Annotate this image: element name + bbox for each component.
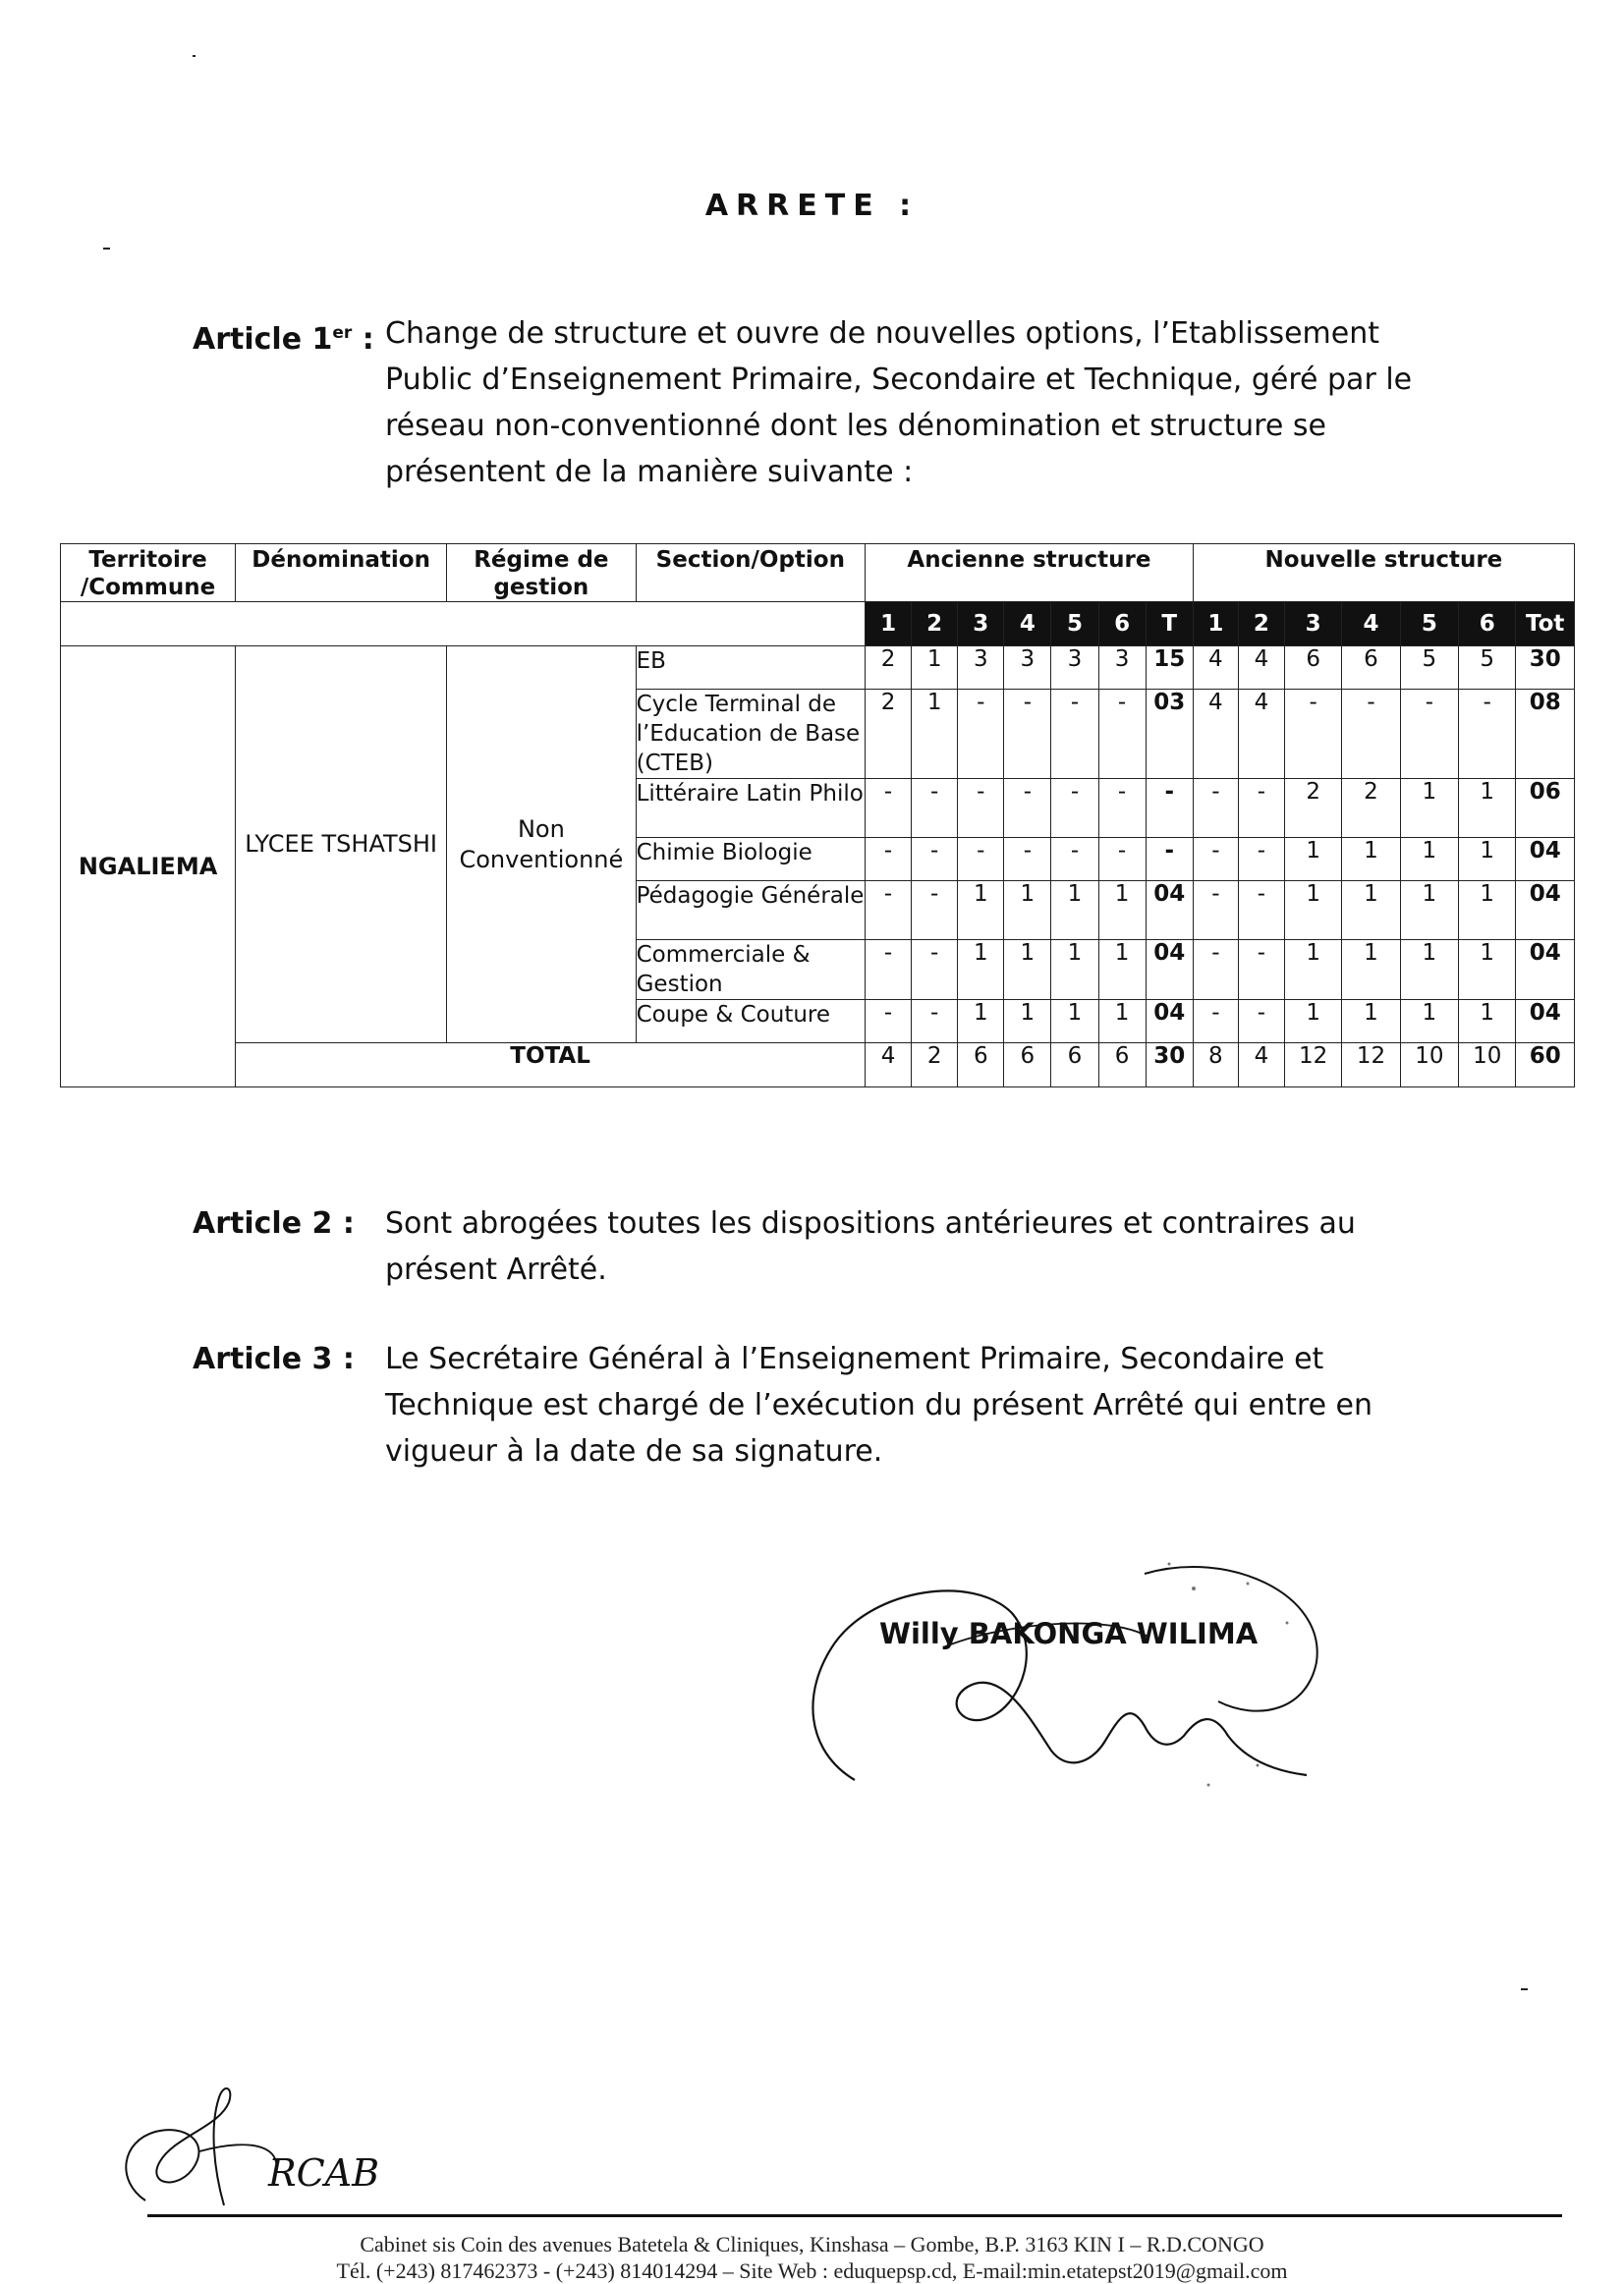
svg-text:RCAB: RCAB (268, 2151, 380, 2195)
nouvelle-value-cell: 30 (1516, 646, 1575, 690)
article-1 (193, 310, 1430, 495)
ancienne-value-cell: 3 (1004, 646, 1051, 690)
ancienne-value-cell: 2 (866, 690, 912, 779)
nouvelle-value-cell: - (1193, 838, 1238, 881)
article-2-label: Article 2 : (193, 1206, 355, 1241)
ancienne-value-cell: - (958, 690, 1004, 779)
ancienne-value-cell: 1 (1004, 1000, 1051, 1043)
ancienne-value-cell: - (866, 779, 912, 838)
nouvelle-value-cell: - (1238, 779, 1284, 838)
header-denomination: Dénomination (236, 544, 447, 602)
nouvelle-value-cell: 08 (1516, 690, 1575, 779)
ancienne-value-cell: 1 (958, 881, 1004, 940)
denomination-cell: LYCEE TSHATSHI (236, 646, 447, 1043)
nouvelle-value-cell: - (1193, 1000, 1238, 1043)
article-1-text: Change de structure et ouvre de nouvelles options, l’Etablissement Public d’Enseignement Primaire, Secondaire et Technique, géré par le réseau non-conventionné dont les dénomination et structure se présentent de la manière suivante : (385, 316, 1413, 489)
nouvelle-value-cell: - (1238, 1000, 1284, 1043)
ancienne-value-cell: 1 (912, 690, 958, 779)
ancienne-value-cell: - (912, 940, 958, 1000)
ancienne-value-cell: - (1146, 838, 1193, 881)
total-ancienne-cell: 6 (1004, 1043, 1051, 1087)
ancienne-value-cell: - (866, 940, 912, 1000)
ancienne-value-cell: - (912, 779, 958, 838)
ancienne-value-cell: - (912, 838, 958, 881)
footer-rule (147, 2214, 1562, 2217)
nouvelle-value-cell: 06 (1516, 779, 1575, 838)
ancienne-value-cell: - (1004, 690, 1051, 779)
ancienne-value-cell: - (866, 881, 912, 940)
regime-cell: Non Conventionné (447, 646, 636, 1043)
section-option-cell: Chimie Biologie (636, 838, 865, 881)
nouvelle-value-cell: 1 (1400, 1000, 1458, 1043)
nouvelle-value-cell: - (1238, 881, 1284, 940)
nouvelle-value-cell: 4 (1238, 646, 1284, 690)
footer-address: Cabinet sis Coin des avenues Batetela & Cliniques, Kinshasa – Gombe, B.P. 3163 KIN I – R.D.CONGO (360, 2232, 1264, 2256)
ancienne-value-cell: - (912, 1000, 958, 1043)
total-ancienne-cell: 6 (958, 1043, 1004, 1087)
nouvelle-col-4: 4 (1342, 602, 1400, 646)
nouvelle-col-5: 5 (1400, 602, 1458, 646)
nouvelle-value-cell: 1 (1284, 940, 1341, 1000)
header-territoire: Territoire /Commune (61, 544, 236, 602)
ancienne-value-cell: 04 (1146, 940, 1193, 1000)
section-option-cell: Cycle Terminal de l’Education de Base (CTEB) (636, 690, 865, 779)
nouvelle-value-cell: - (1400, 690, 1458, 779)
nouvelle-value-cell: 4 (1238, 690, 1284, 779)
ancienne-value-cell: - (1098, 690, 1146, 779)
nouvelle-value-cell: 1 (1400, 940, 1458, 1000)
nouvelle-value-cell: 1 (1459, 940, 1516, 1000)
ancienne-value-cell: 1 (1004, 940, 1051, 1000)
ancienne-value-cell: 15 (1146, 646, 1193, 690)
ancienne-value-cell: - (1051, 690, 1098, 779)
nouvelle-value-cell: - (1193, 881, 1238, 940)
table-row (61, 646, 1575, 690)
nouvelle-value-cell: 1 (1342, 940, 1400, 1000)
header-regime: Régime de gestion (447, 544, 636, 602)
article-2 (193, 1200, 1430, 1293)
section-option-cell: Littéraire Latin Philo (636, 779, 865, 838)
nouvelle-value-cell: 1 (1342, 1000, 1400, 1043)
nouvelle-value-cell: 6 (1284, 646, 1341, 690)
ancienne-value-cell: - (958, 838, 1004, 881)
nouvelle-value-cell: 1 (1342, 881, 1400, 940)
nouvelle-value-cell: 1 (1284, 1000, 1341, 1043)
header-ancienne-structure: Ancienne structure (866, 544, 1194, 602)
ancienne-value-cell: 2 (866, 646, 912, 690)
ancienne-col-1: 1 (866, 602, 912, 646)
article-1-label: Article 1er : (193, 322, 374, 357)
nouvelle-col-1: 1 (1193, 602, 1238, 646)
article-3 (193, 1336, 1430, 1475)
nouvelle-value-cell: 1 (1400, 779, 1458, 838)
territoire-cell: NGALIEMA (61, 646, 236, 1087)
nouvelle-value-cell: 04 (1516, 881, 1575, 940)
total-nouvelle-cell: 60 (1516, 1043, 1575, 1087)
ancienne-value-cell: 1 (1098, 940, 1146, 1000)
ancienne-value-cell: - (1146, 779, 1193, 838)
total-nouvelle-cell: 10 (1459, 1043, 1516, 1087)
total-ancienne-cell: 2 (912, 1043, 958, 1087)
structure-table (60, 543, 1575, 1087)
nouvelle-value-cell: 1 (1459, 1000, 1516, 1043)
ancienne-value-cell: 3 (1051, 646, 1098, 690)
nouvelle-value-cell: 5 (1400, 646, 1458, 690)
signature-scribble (796, 1554, 1346, 1795)
total-nouvelle-cell: 12 (1342, 1043, 1400, 1087)
ancienne-value-cell: 1 (958, 1000, 1004, 1043)
section-option-cell: Coupe & Couture (636, 1000, 865, 1043)
section-option-cell: EB (636, 646, 865, 690)
ancienne-value-cell: - (1098, 779, 1146, 838)
ancienne-value-cell: - (1051, 779, 1098, 838)
ancienne-value-cell: 1 (1051, 1000, 1098, 1043)
section-option-cell: Commerciale & Gestion (636, 940, 865, 1000)
nouvelle-value-cell: 2 (1342, 779, 1400, 838)
document-title: ARRETE : (704, 189, 920, 223)
ancienne-value-cell: - (1098, 838, 1146, 881)
header-section: Section/Option (636, 544, 865, 602)
total-ancienne-cell: 4 (866, 1043, 912, 1087)
ancienne-value-cell: 1 (912, 646, 958, 690)
ancienne-value-cell: 1 (1004, 881, 1051, 940)
ancienne-col-7: T (1146, 602, 1193, 646)
total-nouvelle-cell: 10 (1400, 1043, 1458, 1087)
ancienne-value-cell: - (866, 1000, 912, 1043)
footer-contact: Tél. (+243) 817462373 - (+243) 814014294 – Site Web : eduquepsp.cd, E-mail:min.etatepst2019@gmail.com (336, 2258, 1288, 2283)
signer-name: Willy BAKONGA WILIMA (879, 1617, 1259, 1650)
article-3-label: Article 3 : (193, 1342, 355, 1376)
ancienne-value-cell: 04 (1146, 881, 1193, 940)
nouvelle-value-cell: - (1342, 690, 1400, 779)
ancienne-value-cell: - (866, 838, 912, 881)
nouvelle-value-cell: 6 (1342, 646, 1400, 690)
total-ancienne-cell: 6 (1051, 1043, 1098, 1087)
ancienne-value-cell: 1 (1051, 881, 1098, 940)
nouvelle-value-cell: 1 (1459, 779, 1516, 838)
total-nouvelle-cell: 8 (1193, 1043, 1238, 1087)
ancienne-col-3: 3 (958, 602, 1004, 646)
ancienne-col-5: 5 (1051, 602, 1098, 646)
article-3-text: Le Secrétaire Général à l’Enseignement Primaire, Secondaire et Technique est chargé de l’exécution du présent Arrêté qui entre en vigueur à la date de sa signature. (385, 1342, 1373, 1469)
section-option-cell: Pédagogie Générale (636, 881, 865, 940)
ancienne-value-cell: 1 (1098, 881, 1146, 940)
nouvelle-col-7: Tot (1516, 602, 1575, 646)
total-nouvelle-cell: 4 (1238, 1043, 1284, 1087)
nouvelle-value-cell: - (1284, 690, 1341, 779)
nouvelle-value-cell: 1 (1342, 838, 1400, 881)
article-2-text: Sont abrogées toutes les dispositions antérieures et contraires au présent Arrêté. (385, 1206, 1356, 1287)
nouvelle-value-cell: 1 (1284, 881, 1341, 940)
ancienne-value-cell: 1 (1051, 940, 1098, 1000)
nouvelle-value-cell: 1 (1400, 838, 1458, 881)
ancienne-value-cell: 04 (1146, 1000, 1193, 1043)
nouvelle-col-6: 6 (1459, 602, 1516, 646)
ancienne-col-2: 2 (912, 602, 958, 646)
nouvelle-value-cell: 1 (1459, 838, 1516, 881)
nouvelle-col-2: 2 (1238, 602, 1284, 646)
ancienne-value-cell: 3 (1098, 646, 1146, 690)
ancienne-col-4: 4 (1004, 602, 1051, 646)
nouvelle-value-cell: 5 (1459, 646, 1516, 690)
nouvelle-col-3: 3 (1284, 602, 1341, 646)
total-row (61, 1043, 1575, 1087)
nouvelle-value-cell: - (1459, 690, 1516, 779)
nouvelle-value-cell: 04 (1516, 838, 1575, 881)
ancienne-value-cell: - (1051, 838, 1098, 881)
nouvelle-value-cell: 4 (1193, 646, 1238, 690)
ancienne-value-cell: - (912, 881, 958, 940)
nouvelle-value-cell: 2 (1284, 779, 1341, 838)
ancienne-col-6: 6 (1098, 602, 1146, 646)
nouvelle-value-cell: 1 (1284, 838, 1341, 881)
nouvelle-value-cell: - (1193, 940, 1238, 1000)
nouvelle-value-cell: 1 (1400, 881, 1458, 940)
nouvelle-value-cell: 1 (1459, 881, 1516, 940)
ancienne-value-cell: 03 (1146, 690, 1193, 779)
nouvelle-value-cell: - (1193, 779, 1238, 838)
nouvelle-value-cell: 04 (1516, 940, 1575, 1000)
nouvelle-value-cell: 04 (1516, 1000, 1575, 1043)
nouvelle-value-cell: - (1238, 940, 1284, 1000)
nouvelle-value-cell: 4 (1193, 690, 1238, 779)
ancienne-value-cell: - (1004, 779, 1051, 838)
ancienne-value-cell: - (1004, 838, 1051, 881)
total-ancienne-cell: 30 (1146, 1043, 1193, 1087)
header-nouvelle-structure: Nouvelle structure (1193, 544, 1574, 602)
total-label: TOTAL (236, 1043, 866, 1087)
subheader-blank (61, 602, 866, 646)
ancienne-value-cell: 1 (958, 940, 1004, 1000)
ancienne-value-cell: - (958, 779, 1004, 838)
total-ancienne-cell: 6 (1098, 1043, 1146, 1087)
paraphe-initials (116, 2083, 430, 2215)
ancienne-value-cell: 1 (1098, 1000, 1146, 1043)
nouvelle-value-cell: - (1238, 838, 1284, 881)
ancienne-value-cell: 3 (958, 646, 1004, 690)
total-nouvelle-cell: 12 (1284, 1043, 1341, 1087)
